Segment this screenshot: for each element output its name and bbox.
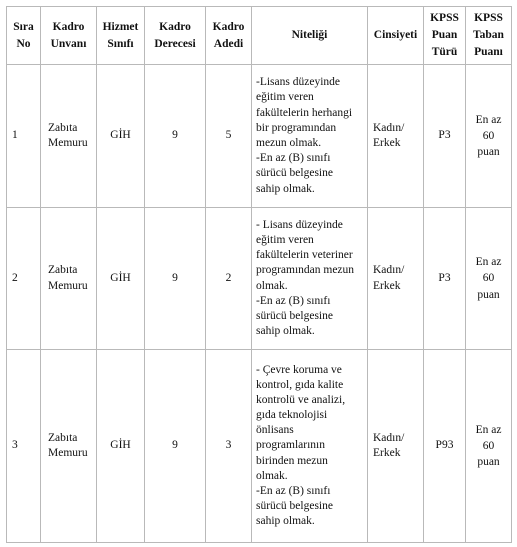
- header-kadro-unvani: Kadro Unvanı: [41, 7, 97, 65]
- cell-sira-no: 3: [7, 350, 41, 543]
- cell-hizmet-sinifi: GİH: [97, 208, 145, 350]
- cell-kadro-adedi: 3: [206, 350, 252, 543]
- cell-kadro-derecesi: 9: [145, 65, 206, 208]
- cell-kpss-puan-turu: P3: [424, 65, 466, 208]
- header-kadro-adedi: Kadro Adedi: [206, 7, 252, 65]
- cell-hizmet-sinifi: GİH: [97, 350, 145, 543]
- cell-kpss-puan-turu: P3: [424, 208, 466, 350]
- cell-kpss-taban-puani: En az 60 puan: [466, 65, 512, 208]
- header-hizmet-sinifi: Hizmet Sınıfı: [97, 7, 145, 65]
- cell-kadro-unvani: Zabıta Memuru: [41, 350, 97, 543]
- cell-niteligi: - Lisans düzeyinde eğitim veren fakültelerin veteriner programından mezun olmak. -En az (B) sınıfı sürücü belgesine sahip olmak.: [252, 208, 368, 350]
- cell-sira-no: 2: [7, 208, 41, 350]
- cell-kpss-puan-turu: P93: [424, 350, 466, 543]
- cell-kpss-taban-puani: En az 60 puan: [466, 208, 512, 350]
- cell-kadro-unvani: Zabıta Memuru: [41, 65, 97, 208]
- cell-kpss-taban-puani: En az 60 puan: [466, 350, 512, 543]
- cell-kadro-unvani: Zabıta Memuru: [41, 208, 97, 350]
- cell-niteligi: - Çevre koruma ve kontrol, gıda kalite kontrolü ve analizi, gıda teknolojisi önlisans programlarının birinden mezun olmak. -En az (B) sınıfı sürücü belgesine sahip olmak.: [252, 350, 368, 543]
- cell-kadro-adedi: 2: [206, 208, 252, 350]
- cell-cinsiyeti: Kadın/ Erkek: [368, 350, 424, 543]
- table-row: [7, 65, 512, 208]
- recruitment-table-container: [6, 6, 511, 543]
- header-kadro-derecesi: Kadro Derecesi: [145, 7, 206, 65]
- recruitment-table: [6, 6, 512, 543]
- header-sira-no: Sıra No: [7, 7, 41, 65]
- cell-cinsiyeti: Kadın/ Erkek: [368, 208, 424, 350]
- cell-hizmet-sinifi: GİH: [97, 65, 145, 208]
- header-cinsiyeti: Cinsiyeti: [368, 7, 424, 65]
- table-row: [7, 350, 512, 543]
- cell-niteligi: -Lisans düzeyinde eğitim veren fakültelerin herhangi bir programından mezun olmak. -En az (B) sınıfı sürücü belgesine sahip olmak.: [252, 65, 368, 208]
- cell-cinsiyeti: Kadın/ Erkek: [368, 65, 424, 208]
- cell-sira-no: 1: [7, 65, 41, 208]
- cell-kadro-derecesi: 9: [145, 208, 206, 350]
- cell-kadro-derecesi: 9: [145, 350, 206, 543]
- header-row: [7, 7, 512, 65]
- header-niteligi: Niteliği: [252, 7, 368, 65]
- cell-kadro-adedi: 5: [206, 65, 252, 208]
- header-kpss-puan-turu: KPSS Puan Türü: [424, 7, 466, 65]
- header-kpss-taban-puani: KPSS Taban Puanı: [466, 7, 512, 65]
- table-row: [7, 208, 512, 350]
